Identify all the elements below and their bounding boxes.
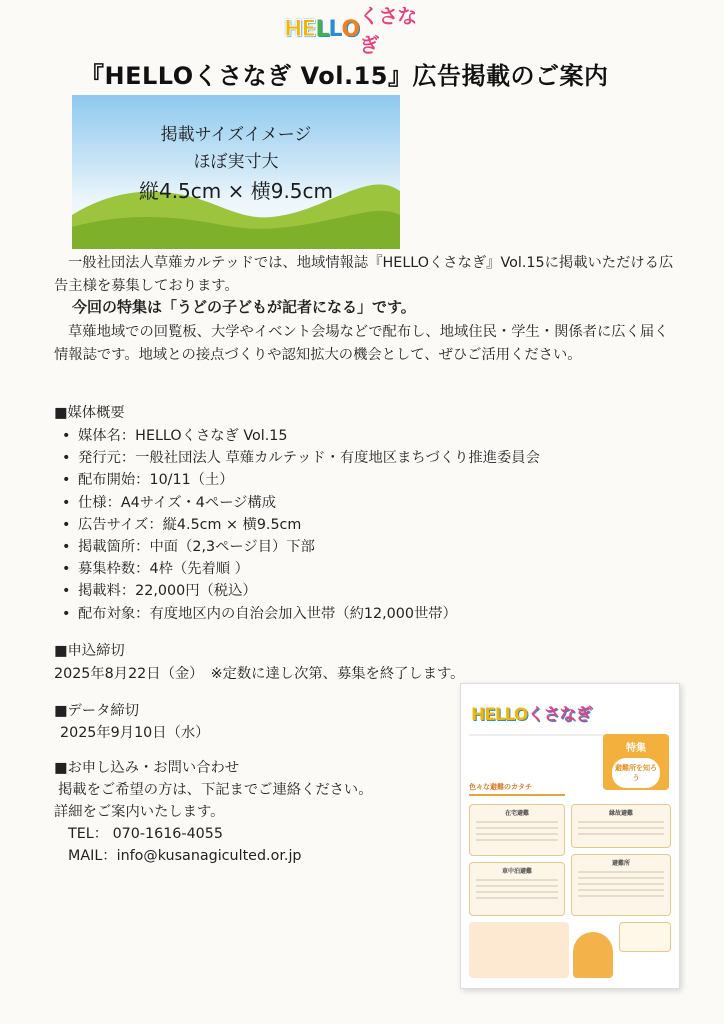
thumbnail-card-title: 縁故避難 <box>608 810 633 817</box>
hello-kusanagi-logo <box>284 4 426 57</box>
size-actual-note: ほぼ実寸大 <box>193 152 279 172</box>
logo-letters-he: HE <box>284 16 316 42</box>
data-deadline-heading: ■データ締切 <box>54 703 139 719</box>
application-deadline-heading: ■申込締切 <box>54 643 125 659</box>
thumbnail-badge-text: 避難所を知ろう <box>612 758 660 788</box>
contact-instruction: 掲載をご希望の方は、下記までご連絡ください。 <box>58 782 373 798</box>
thumbnail-card <box>469 804 565 856</box>
thumbnail-card <box>469 862 565 916</box>
thumbnail-card-title: 避難所 <box>611 860 630 867</box>
logo-letter-l1: L <box>315 16 329 42</box>
hills-illustration <box>72 95 400 249</box>
thumbnail-logo-sub: くさなぎ <box>527 705 592 725</box>
thumbnail-card-title: 在宅避難 <box>504 810 529 817</box>
contact-phone[interactable]: TEL： 070-1616-4055 <box>68 826 223 842</box>
data-deadline-text: 2025年9月10日（水） <box>60 725 210 741</box>
thumbnail-footer-box <box>469 922 569 978</box>
logo-letter-l2: L <box>328 16 342 42</box>
list-item: • 配布対象：有度地区内の自治会加入世帯（約12,000世帯） <box>62 603 540 625</box>
thumbnail-card <box>571 804 671 848</box>
list-item: • 発行元：一般社団法人 草薙カルテッド・有度地区まちづくり推進委員会 <box>62 447 540 469</box>
logo-kusanagi: くさなぎ <box>359 4 417 57</box>
list-item: • 広告サイズ：縦4.5cm × 横9.5cm <box>62 514 540 536</box>
list-item: • 仕様：A4サイズ・4ページ構成 <box>62 492 540 514</box>
media-details-list <box>62 425 540 625</box>
thumbnail-logo-main: HELLO <box>471 705 528 725</box>
thumbnail-logo <box>471 700 591 725</box>
magazine-cover-thumbnail <box>460 683 680 989</box>
media-overview-heading: ■媒体概要 <box>54 405 125 421</box>
special-feature-text: 今回の特集は「うどの子どもが記者になる」です。 <box>72 298 416 316</box>
logo-letter-o: O <box>341 16 360 42</box>
thumbnail-divider <box>469 734 609 736</box>
page-title: 『HELLOくさなぎ Vol.15』広告掲載のご案内 <box>80 62 609 90</box>
contact-heading: ■お申し込み・お問い合わせ <box>54 760 240 776</box>
thumbnail-badge-title: 特集 <box>626 743 646 754</box>
ad-size-preview <box>72 95 400 249</box>
mascot-illustration <box>573 932 613 978</box>
thumbnail-speech-box <box>619 922 671 952</box>
thumbnail-section-title: 色々な避難のカタチ <box>469 782 565 796</box>
intro-paragraph: 一般社団法人草薙カルテッドでは、地域情報誌『HELLOくさなぎ』Vol.15に掲載いただける広告主様を募集しております。 <box>54 255 674 294</box>
list-item: • 媒体名：HELLOくさなぎ Vol.15 <box>62 425 540 447</box>
thumbnail-card <box>571 854 671 916</box>
contact-email[interactable]: MAIL：info@kusanagiculted.or.jp <box>68 848 302 864</box>
thumbnail-feature-badge <box>603 734 669 790</box>
list-item: • 募集枠数：4枠（先着順 ） <box>62 558 540 580</box>
description-paragraph: 草薙地域での回覧板、大学やイベント会場などで配布し、地域住民・学生・関係者に広く届く情報誌です。地域との接点づくりや認知拡大の機会として、ぜひご活用ください。 <box>54 324 669 363</box>
list-item: • 配布開始：10/11（土） <box>62 469 540 491</box>
list-item: • 掲載箇所：中面（2,3ページ目）下部 <box>62 536 540 558</box>
contact-detail-note: 詳細をご案内いたします。 <box>54 804 225 820</box>
list-item: • 掲載料：22,000円（税込） <box>62 580 540 602</box>
size-dimensions: 縦4.5cm × 横9.5cm <box>138 179 334 203</box>
thumbnail-header <box>469 698 674 726</box>
size-image-label: 掲載サイズイメージ <box>160 125 312 145</box>
application-deadline-text: 2025年8月22日（金） ※定数に達し次第、募集を終了します。 <box>54 666 465 682</box>
thumbnail-card-title: 車中泊避難 <box>501 868 532 875</box>
